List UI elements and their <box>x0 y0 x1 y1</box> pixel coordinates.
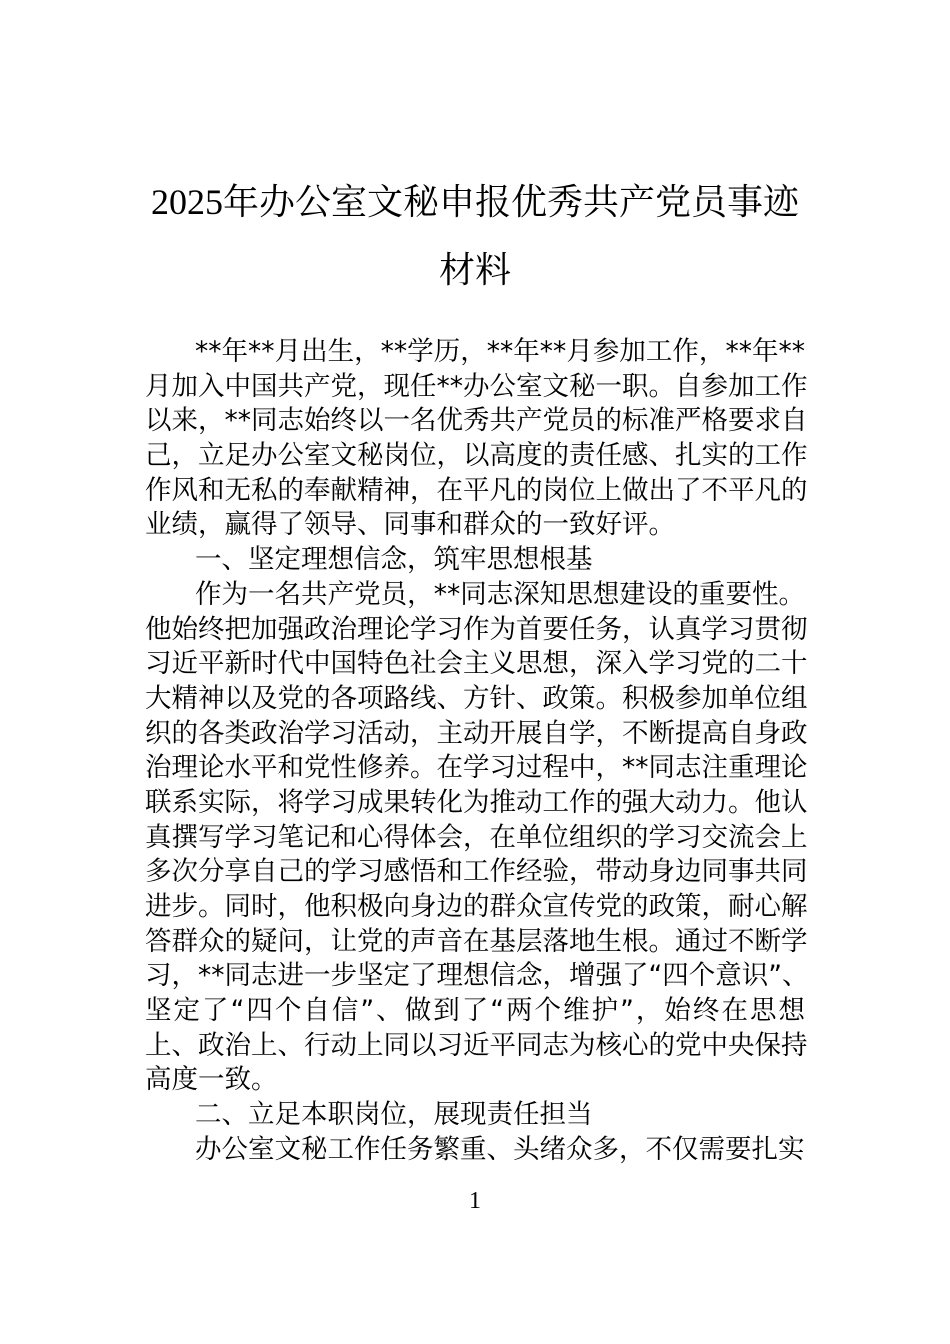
text-line: 联系实际，将学习成果转化为推动工作的强大动力。他认 <box>145 786 808 818</box>
page-number: 1 <box>469 1188 481 1214</box>
document-title-line-2: 材料 <box>438 250 511 290</box>
text-line: 以来，**同志始终以一名优秀共产党员的标准严格要求自 <box>145 405 808 437</box>
text-line: 治理论水平和党性修养。在学习过程中，**同志注重理论 <box>145 752 808 784</box>
text-line: 作为一名共产党员，**同志深知思想建设的重要性。 <box>195 578 805 610</box>
text-line: 坚定了“四个自信”、做到了“两个维护”，始终在思想 <box>145 995 805 1027</box>
section-heading <box>145 543 805 578</box>
text-line: 上、政治上、行动上同以习近平同志为核心的党中央保持 <box>145 1029 808 1061</box>
text-line: 作风和无私的奉献精神，在平凡的岗位上做出了不平凡的 <box>145 474 808 506</box>
paragraph <box>145 1133 805 1168</box>
section-heading <box>145 1098 805 1133</box>
text-line: 习，**同志进一步坚定了理想信念，增强了“四个意识”、 <box>145 960 809 992</box>
document-body <box>145 335 809 1168</box>
document-title-line-1: 2025年办公室文秘申报优秀共产党员事迹 <box>150 182 799 222</box>
text-line: 多次分享自己的学习感悟和工作经验，带动身边同事共同 <box>145 856 808 888</box>
text-line: 答群众的疑问，让党的声音在基层落地生根。通过不断学 <box>145 925 808 957</box>
paragraph <box>145 335 808 543</box>
text-line: 大精神以及党的各项路线、方针、政策。积极参加单位组 <box>145 682 808 714</box>
text-line: **年**月出生，**学历，**年**月参加工作，**年** <box>195 336 805 367</box>
text-line: 月加入中国共产党，现任**办公室文秘一职。自参加工作 <box>145 370 808 402</box>
text-line: 真撰写学习笔记和心得体会，在单位组织的学习交流会上 <box>145 821 808 853</box>
text-line: 他始终把加强政治理论学习作为首要任务，认真学习贯彻 <box>145 613 808 645</box>
paragraph <box>145 578 809 1098</box>
text-line: 办公室文秘工作任务繁重、头绪众多，不仅需要扎实 <box>195 1133 805 1165</box>
text-line: 织的各类政治学习活动，主动开展自学，不断提高自身政 <box>145 717 808 749</box>
text-line: 二、立足本职岗位，展现责任担当 <box>195 1099 593 1131</box>
text-line: 业绩，赢得了领导、同事和群众的一致好评。 <box>145 509 675 541</box>
text-line: 高度一致。 <box>145 1064 278 1096</box>
text-line: 己，立足办公室文秘岗位，以高度的责任感、扎实的工作 <box>145 440 808 472</box>
text-line: 习近平新时代中国特色社会主义思想，深入学习党的二十 <box>145 648 808 680</box>
text-line: 一、坚定理想信念，筑牢思想根基 <box>195 544 593 576</box>
text-line: 进步。同时，他积极向身边的群众宣传党的政策，耐心解 <box>145 891 808 922</box>
